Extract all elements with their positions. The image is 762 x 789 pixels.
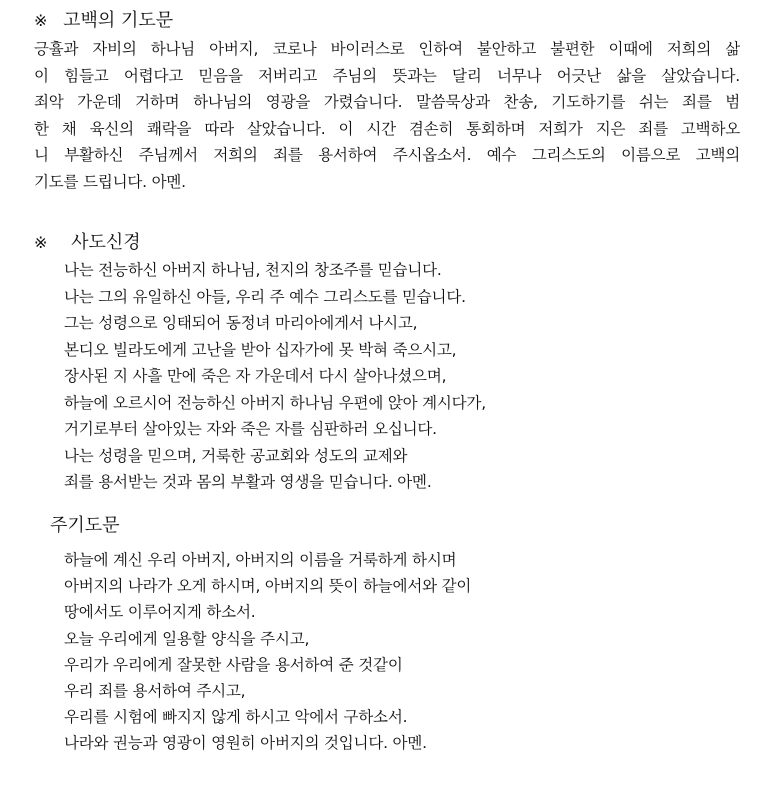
lords-prayer-line: 우리가 우리에게 잘못한 사람을 용서하여 준 것같이	[64, 655, 403, 674]
creed-line: 장사된 지 사흘 만에 죽은 자 가운데서 다시 살아나셨으며,	[64, 367, 447, 385]
confession-title: 고백의 기도문	[63, 10, 174, 31]
lords-prayer-line: 하늘에 계신 우리 아버지, 아버지의 이름을 거룩하게 하시며	[64, 551, 457, 569]
confession-line: 이 힘들고 어렵다고 믿음을 저버리고 주님의 뜻과는 달리 너무나 어긋난 삶을 살았습니다.	[34, 66, 740, 85]
creed-line: 나는 전능하신 아버지 하나님, 천지의 창조주를 믿습니다.	[64, 261, 442, 279]
lords-prayer-line: 땅에서도 이루어지게 하소서.	[64, 603, 256, 622]
lords-prayer-line: 우리 죄를 용서하여 주시고,	[64, 681, 246, 700]
lords-prayer-line: 아버지의 나라가 오게 하시며, 아버지의 뜻이 하늘에서와 같이	[64, 577, 472, 596]
confession-heading	[34, 9, 173, 33]
creed-line: 그는 성령으로 잉태되어 동정녀 마리아에게서 나시고,	[64, 314, 418, 332]
confession-line: 긍휼과 자비의 하나님 아버지, 코로나 바이러스로 인하여 불안하고 불편한 이때에 저희의 삶	[34, 40, 740, 58]
lords-prayer-line: 오늘 우리에게 일용할 양식을 주시고,	[64, 629, 310, 648]
reference-mark: ※	[34, 233, 48, 252]
creed-title: 사도신경	[71, 232, 141, 253]
creed-lines	[64, 257, 486, 496]
confession-line: 기도를 드립니다. 아멘.	[34, 172, 186, 191]
creed-line: 죄를 용서받는 것과 몸의 부활과 영생을 믿습니다. 아멘.	[64, 473, 432, 491]
lords-prayer-lines	[64, 547, 471, 757]
creed-line: 거기로부터 살아있는 자와 죽은 자를 심판하러 오십니다.	[64, 420, 437, 438]
creed-line: 하늘에 오르시어 전능하신 아버지 하나님 우편에 앉아 계시다가,	[64, 393, 486, 412]
confession-line: 죄악 가운데 거하며 하나님의 영광을 가렸습니다. 말씀묵상과 찬송, 기도하기를 쉬는 죄를 범	[34, 93, 740, 112]
confession-line: 한 채 육신의 쾌락을 따라 살았습니다. 이 시간 겸손히 통회하며 저희가 지은 죄를 고백하오	[34, 119, 740, 138]
lords-prayer-line: 우리를 시험에 빠지지 않게 하시고 악에서 구하소서.	[64, 708, 408, 727]
lords-prayer-title: 주기도문	[50, 515, 120, 536]
confession-paragraph	[34, 36, 740, 196]
creed-line: 본디오 빌라도에게 고난을 받아 십자가에 못 박혀 죽으시고,	[64, 340, 457, 359]
creed-line: 나는 그의 유일하신 아들, 우리 주 예수 그리스도를 믿습니다.	[64, 287, 466, 306]
creed-heading	[34, 231, 141, 255]
creed-line: 나는 성령을 믿으며, 거룩한 공교회와 성도의 교제와	[64, 446, 408, 465]
reference-mark: ※	[34, 11, 48, 30]
lords-prayer-line: 나라와 권능과 영광이 영원히 아버지의 것입니다. 아멘.	[64, 734, 427, 753]
lords-prayer-heading	[50, 514, 120, 538]
confession-line: 니 부활하신 주님께서 저희의 죄를 용서하여 주시옵소서. 예수 그리스도의 이름으로 고백의	[34, 146, 740, 165]
